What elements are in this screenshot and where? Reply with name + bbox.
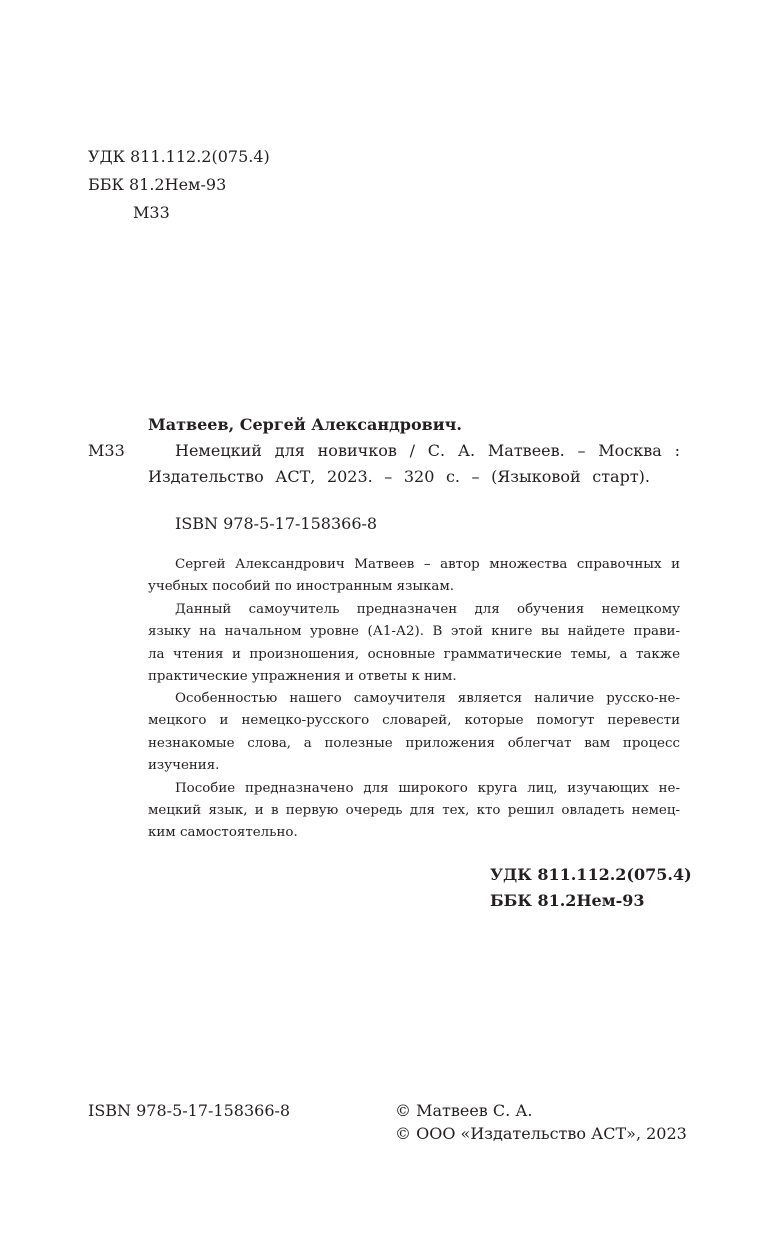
record-isbn: ISBN 978-5-17-158366-8	[175, 514, 378, 533]
bottom-udk-code: УДК 811.112.2(075.4)	[490, 865, 692, 884]
annotation-line: Пособие предназначено для широкого круга лиц, изучающих не-	[175, 781, 680, 796]
annotation-line: Сергей Александрович Матвеев – автор множества справочных и	[175, 557, 680, 572]
bbk-code: ББК 81.2Нем-93	[88, 175, 227, 194]
footer-isbn: ISBN 978-5-17-158366-8	[88, 1101, 291, 1120]
copyright-publisher: © ООО «Издательство АСТ», 2023	[395, 1124, 687, 1143]
annotation-line: учебных пособий по иностранным языкам.	[148, 579, 455, 594]
author-heading: Матвеев, Сергей Александрович.	[148, 415, 462, 434]
annotation-line: ким самостоятельно.	[148, 825, 298, 840]
annotation-line: мецкого и немецко-русского словарей, которые помогут перевести	[148, 713, 680, 728]
record-author-mark: М33	[88, 441, 125, 460]
annotation-line: Данный самоучитель предназначен для обучения немецкому	[175, 602, 680, 617]
copyright-author: © Матвеев С. А.	[395, 1101, 533, 1120]
annotation-line: Особенностью нашего самоучителя является наличие русско-не-	[175, 691, 680, 706]
author-mark: М33	[133, 203, 170, 222]
annotation-line: практические упражнения и ответы к ним.	[148, 669, 457, 684]
annotation-line: незнакомые слова, а полезные приложения облегчат вам процесс	[148, 736, 680, 751]
bottom-bbk-code: ББК 81.2Нем-93	[490, 891, 645, 910]
udk-code: УДК 811.112.2(075.4)	[88, 147, 270, 166]
record-publisher-line: Издательство АСТ, 2023. – 320 с. – (Языковой старт).	[148, 467, 650, 486]
annotation-line: изучения.	[148, 758, 220, 773]
annotation-line: языку на начальном уровне (А1-А2). В этой книге вы найдете прави-	[148, 624, 680, 639]
annotation-line: ла чтения и произношения, основные грамматические темы, а также	[148, 647, 680, 662]
annotation-line: мецкий язык, и в первую очередь для тех, кто решил овладеть немец-	[148, 803, 680, 818]
record-title-line: Немецкий для новичков / С. А. Матвеев. – Москва :	[175, 441, 680, 460]
